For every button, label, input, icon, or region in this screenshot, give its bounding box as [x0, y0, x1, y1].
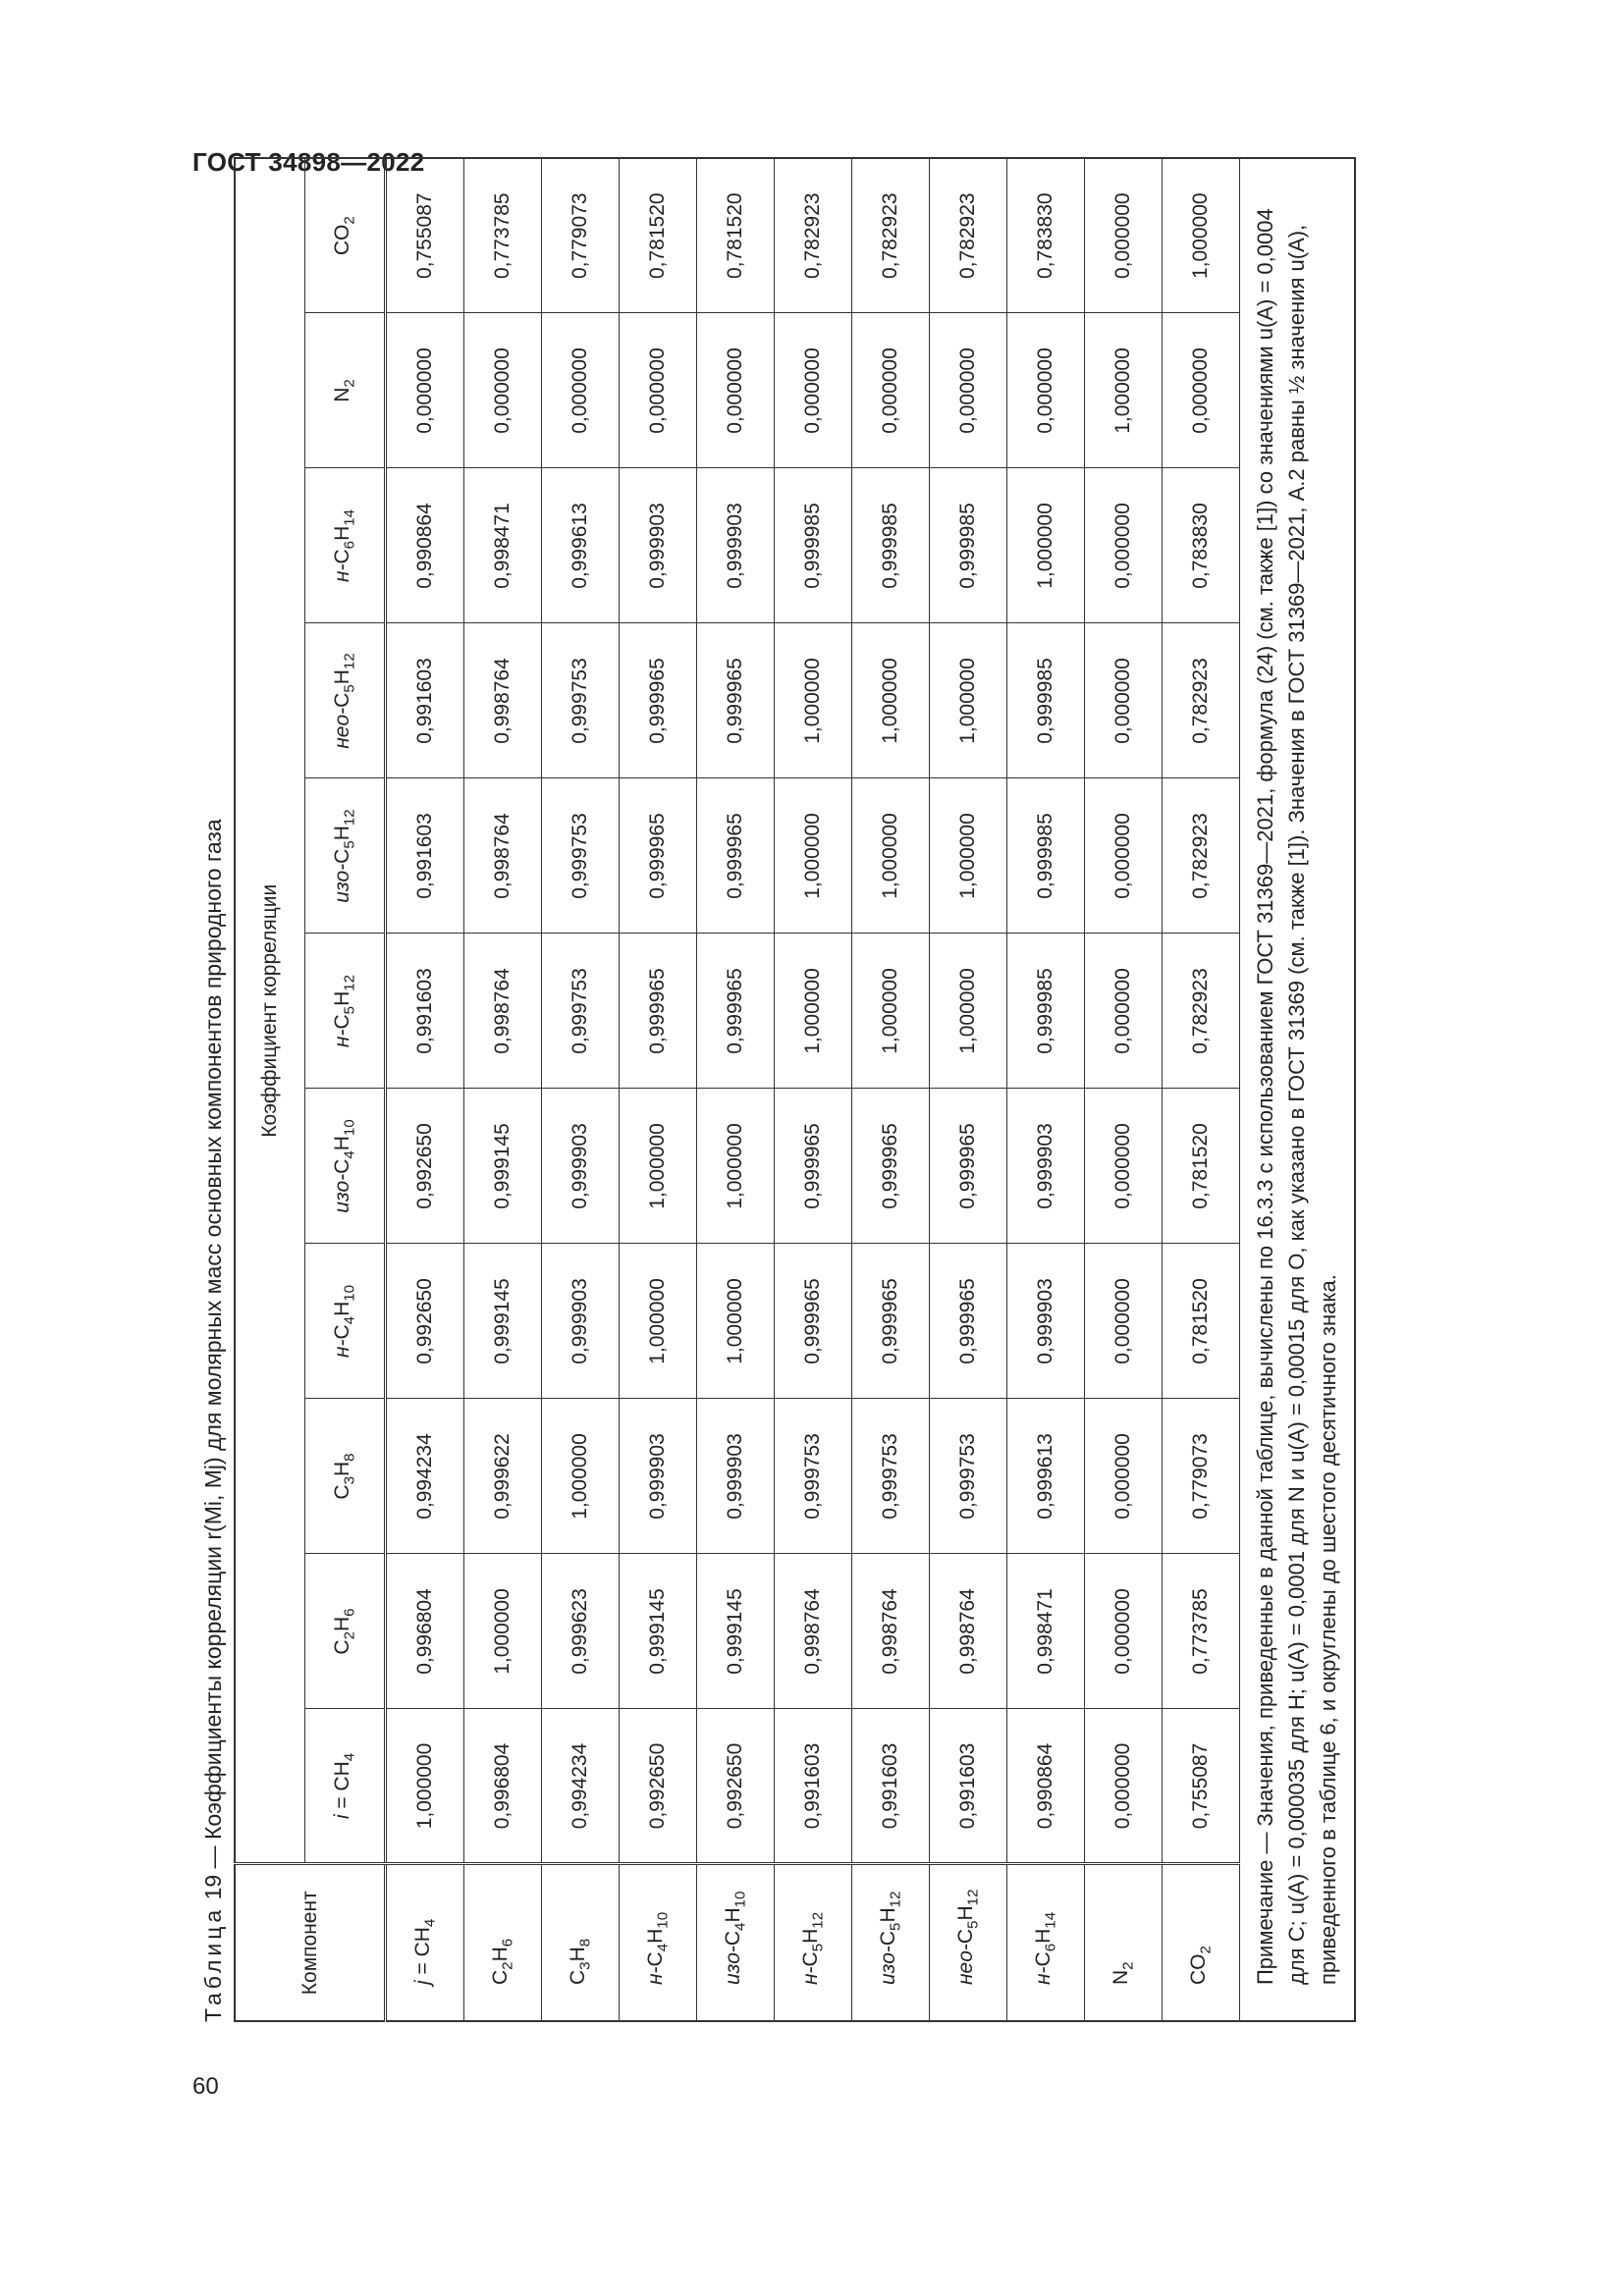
- table-cell: 1,000000: [620, 1089, 697, 1244]
- table-cell: 1,000000: [852, 934, 930, 1089]
- table-cell: 0,990864: [1007, 1709, 1085, 1864]
- table-row: [930, 158, 1007, 2021]
- table-cell: 0,992650: [386, 1089, 464, 1244]
- row-label: нео-$C_5H_{12}$: [930, 1864, 1007, 2021]
- table-cell: 0,000000: [542, 313, 620, 468]
- table-cell: 0,999985: [852, 468, 930, 623]
- table-cell: 0,996804: [464, 1709, 542, 1864]
- table-cell: 0,999965: [620, 623, 697, 778]
- table-cell: 0,782923: [930, 158, 1007, 313]
- column-header: $N_2$: [305, 313, 386, 468]
- table-cell: 0,999903: [1007, 1244, 1085, 1399]
- table-cell: 0,999623: [542, 1554, 620, 1709]
- row-label: изо-$C_4H_{10}$: [697, 1864, 775, 2021]
- page-number: 60: [192, 2073, 219, 2100]
- table-cell: 0,999965: [930, 1244, 1007, 1399]
- table-cell: 1,000000: [697, 1244, 775, 1399]
- table-cell: 1,000000: [386, 1709, 464, 1864]
- table-cell: 1,000000: [464, 1554, 542, 1709]
- column-header: нео-$C_5H_{12}$: [305, 623, 386, 778]
- table-cell: 0,782923: [775, 158, 852, 313]
- table-cell: 0,992650: [697, 1709, 775, 1864]
- column-header: $н-C_5H_{12}$: [305, 934, 386, 1089]
- column-header: изо-$C_4H_{10}$: [305, 1089, 386, 1244]
- column-header: $н-C_4H_{10}$: [305, 1244, 386, 1399]
- table-cell: 0,000000: [1085, 1709, 1163, 1864]
- table-cell: 0,992650: [620, 1709, 697, 1864]
- row-label: изо-$C_5H_{12}$: [852, 1864, 930, 2021]
- table-cell: 0,998764: [775, 1554, 852, 1709]
- table-cell: 0,991603: [386, 934, 464, 1089]
- table-cell: 0,996804: [386, 1554, 464, 1709]
- table-cell: 0,999145: [464, 1089, 542, 1244]
- table-cell: 1,000000: [1007, 468, 1085, 623]
- table-cell: 0,782923: [1163, 623, 1240, 778]
- table-cell: 0,999145: [697, 1554, 775, 1709]
- row-label: $N_2$: [1085, 1864, 1163, 2021]
- table-cell: 1,000000: [852, 778, 930, 934]
- table-cell: 0,781520: [1163, 1244, 1240, 1399]
- table-cell: 0,999965: [930, 1089, 1007, 1244]
- column-header: изо-$C_5H_{12}$: [305, 778, 386, 934]
- table-cell: 1,000000: [542, 1399, 620, 1554]
- table-cell: 0,781520: [1163, 1089, 1240, 1244]
- caption-prefix: Таблица: [200, 1905, 226, 2022]
- table-cell: 0,999985: [1007, 934, 1085, 1089]
- table-cell: 0,773785: [464, 158, 542, 313]
- correlation-table: [234, 157, 1356, 2022]
- table-cell: 0,999903: [1007, 1089, 1085, 1244]
- table-cell: 0,991603: [386, 623, 464, 778]
- table-row: [775, 158, 852, 2021]
- table-cell: 0,994234: [542, 1709, 620, 1864]
- table-cell: 1,000000: [775, 934, 852, 1089]
- table-cell: 0,999985: [1007, 623, 1085, 778]
- table-cell: 0,000000: [775, 313, 852, 468]
- table-cell: 0,783830: [1163, 468, 1240, 623]
- table-cell: 1,000000: [930, 778, 1007, 934]
- table-cell: 1,000000: [930, 623, 1007, 778]
- column-header: $C_2H_6$: [305, 1554, 386, 1709]
- table-row: [1085, 158, 1163, 2021]
- table-cell: 0,773785: [1163, 1554, 1240, 1709]
- group-header: Коэффициент корреляции: [235, 158, 305, 1864]
- table-cell: 0,000000: [1085, 1244, 1163, 1399]
- table-cell: 0,991603: [852, 1709, 930, 1864]
- table-cell: 1,000000: [1163, 158, 1240, 313]
- table-cell: 0,999903: [542, 1089, 620, 1244]
- table-cell: 0,999985: [775, 468, 852, 623]
- table-cell: 0,999903: [620, 468, 697, 623]
- row-label: $C_2H_6$: [464, 1864, 542, 2021]
- table-cell: 0,998471: [1007, 1554, 1085, 1709]
- table-cell: 0,781520: [697, 158, 775, 313]
- table-cell: 0,999985: [930, 468, 1007, 623]
- table-cell: 0,998764: [464, 934, 542, 1089]
- table-cell: 0,999965: [852, 1244, 930, 1399]
- table-row: [852, 158, 930, 2021]
- column-header: $CO_2$: [305, 158, 386, 313]
- table-row: [697, 158, 775, 2021]
- table-cell: 0,000000: [620, 313, 697, 468]
- table-cell: 0,000000: [1085, 158, 1163, 313]
- table-cell: 0,999753: [775, 1399, 852, 1554]
- column-header: $н-C_6H_{14}$: [305, 468, 386, 623]
- table-cell: 0,999903: [542, 1244, 620, 1399]
- table-cell: 0,999965: [852, 1089, 930, 1244]
- table-cell: 0,000000: [1007, 313, 1085, 468]
- table-cell: 0,999613: [1007, 1399, 1085, 1554]
- table-cell: 0,999965: [775, 1089, 852, 1244]
- table-cell: 0,999622: [464, 1399, 542, 1554]
- table-cell: 0,999965: [620, 778, 697, 934]
- table-cell: 0,999903: [697, 468, 775, 623]
- table-cell: 0,992650: [386, 1244, 464, 1399]
- table-row: [1163, 158, 1240, 2021]
- table-cell: 0,999145: [464, 1244, 542, 1399]
- table-cell: 0,991603: [930, 1709, 1007, 1864]
- table-cell: 0,000000: [386, 313, 464, 468]
- row-label: $н-C_6H_{14}$: [1007, 1864, 1085, 2021]
- table-cell: 0,000000: [1085, 934, 1163, 1089]
- table-cell: 0,781520: [620, 158, 697, 313]
- table-cell: 0,999753: [542, 623, 620, 778]
- table-cell: 0,999613: [542, 468, 620, 623]
- table-cell: 0,000000: [1085, 1554, 1163, 1709]
- table-cell: 0,779073: [542, 158, 620, 313]
- table-body: [386, 158, 1240, 2021]
- rotated-table-block: [192, 157, 1380, 2022]
- table-cell: 0,000000: [1163, 313, 1240, 468]
- table-cell: 0,000000: [1085, 1089, 1163, 1244]
- table-cell: 0,999753: [930, 1399, 1007, 1554]
- table-cell: 0,991603: [386, 778, 464, 934]
- table-cell: 0,998471: [464, 468, 542, 623]
- table-cell: 0,782923: [1163, 934, 1240, 1089]
- table-cell: 0,000000: [930, 313, 1007, 468]
- table-cell: 0,999965: [620, 934, 697, 1089]
- table-cell: 0,782923: [852, 158, 930, 313]
- table-cell: 0,999903: [697, 1399, 775, 1554]
- table-row: [386, 158, 464, 2021]
- table-cell: 0,999965: [697, 934, 775, 1089]
- table-cell: 0,999965: [697, 778, 775, 934]
- table-cell: 0,999903: [620, 1399, 697, 1554]
- table-cell: 0,000000: [697, 313, 775, 468]
- table-cell: 0,999965: [775, 1244, 852, 1399]
- table-row: [620, 158, 697, 2021]
- table-row: [1007, 158, 1085, 2021]
- table-cell: 1,000000: [930, 934, 1007, 1089]
- column-header: $C_3H_8$: [305, 1399, 386, 1554]
- table-cell: 0,999753: [852, 1399, 930, 1554]
- table-cell: 1,000000: [852, 623, 930, 778]
- document-header: ГОСТ 34898—2022: [192, 147, 425, 177]
- table-note: Примечание — Значения, приведенные в данной таблице, вычислены по 16.3.3 с использованием ГОСТ 31369—2021, формула (24) (см. также [1]) со значениями u(A) = 0,0004 для C; u(A) = 0,000035 для H; u(A) = 0,0001 для N и u(A) = 0,00015 для O, как указано в ГОСТ 31369 (см. также [1]). Значения в ГОСТ 31369—2021, А.2 равны ½ значения u(A), приведенного в таблице 6, и округлены до шестого десятичного знака.: [1240, 158, 1356, 2021]
- table-cell: 0,998764: [464, 778, 542, 934]
- row-label: $н-C_5H_{12}$: [775, 1864, 852, 2021]
- table-cell: 0,782923: [1163, 778, 1240, 934]
- row-label: $C_3H_8$: [542, 1864, 620, 2021]
- table-cell: 0,755087: [1163, 1709, 1240, 1864]
- table-cell: 0,779073: [1163, 1399, 1240, 1554]
- row-label: $н-C_4H_{10}$: [620, 1864, 697, 2021]
- caption-number: 19: [200, 1874, 226, 1900]
- column-header-row: [305, 158, 386, 2021]
- table-cell: 0,999965: [697, 623, 775, 778]
- table-row: [464, 158, 542, 2021]
- component-column-header: Компонент: [235, 1864, 386, 2021]
- table-cell: 0,000000: [1085, 778, 1163, 934]
- table-cell: 0,998764: [930, 1554, 1007, 1709]
- row-label: $CO_2$: [1163, 1864, 1240, 2021]
- table-cell: 0,000000: [852, 313, 930, 468]
- column-header: $i = CH_4$: [305, 1709, 386, 1864]
- table-cell: 0,990864: [386, 468, 464, 623]
- table-cell: 1,000000: [775, 623, 852, 778]
- table-cell: 1,000000: [775, 778, 852, 934]
- table-cell: 0,000000: [1085, 468, 1163, 623]
- table-cell: 1,000000: [697, 1089, 775, 1244]
- table-cell: 0,783830: [1007, 158, 1085, 313]
- table-cell: 0,999753: [542, 778, 620, 934]
- table-cell: 0,000000: [464, 313, 542, 468]
- table-row: [542, 158, 620, 2021]
- table-cell: 0,000000: [1085, 623, 1163, 778]
- table-cell: 0,998764: [852, 1554, 930, 1709]
- table-cell: 0,999753: [542, 934, 620, 1089]
- table-caption: [192, 157, 234, 2022]
- table-cell: 0,994234: [386, 1399, 464, 1554]
- row-label: $j = CH_4$: [386, 1864, 464, 2021]
- caption-text: — Коэффициенты корреляции r(Mi, Mj) для молярных масс основных компонентов природного газа: [200, 819, 226, 1869]
- table-cell: 0,755087: [386, 158, 464, 313]
- table-cell: 1,000000: [620, 1244, 697, 1399]
- table-cell: 0,999145: [620, 1554, 697, 1709]
- table-cell: 0,999985: [1007, 778, 1085, 934]
- table-cell: 0,000000: [1085, 1399, 1163, 1554]
- table-cell: 0,998764: [464, 623, 542, 778]
- table-cell: 0,991603: [775, 1709, 852, 1864]
- table-cell: 1,000000: [1085, 313, 1163, 468]
